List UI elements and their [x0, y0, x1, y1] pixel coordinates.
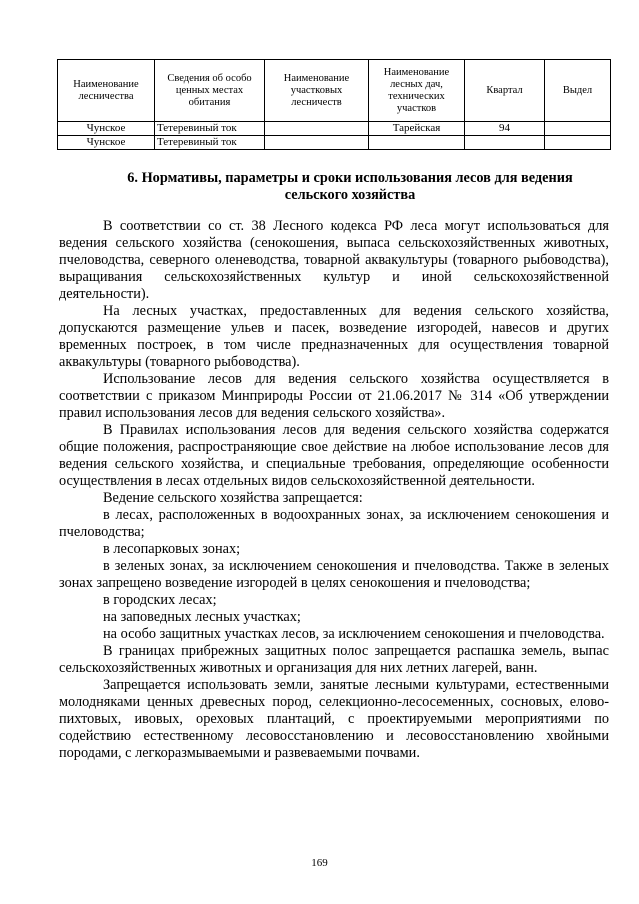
- body-text: [59, 218, 609, 762]
- list-item: в зеленых зонах, за исключением сенокошения и пчеловодства. Также в зеленых зонах запрещено возведение изгородей в целях сенокошения и пчеловодства;: [59, 558, 609, 591]
- list-item: на особо защитных участках лесов, за исключением сенокошения и пчеловодства.: [103, 626, 605, 642]
- col-header-district-forestries: Наименование участковых лесничеств: [265, 60, 369, 122]
- table-row: [58, 136, 611, 150]
- cell-allotment: [545, 136, 611, 150]
- cell-quarter: [465, 136, 545, 150]
- cell-quarter: 94: [465, 122, 545, 136]
- col-header-allotment: Выдел: [545, 60, 611, 122]
- cell-forest-dacha: [369, 136, 465, 150]
- cell-habitat-info: Тетеревиный ток: [155, 122, 265, 136]
- col-header-forestry: Наименование лесничества: [58, 60, 155, 122]
- paragraph: В Правилах использования лесов для ведения сельского хозяйства содержатся общие положения, распространяющие свое действие на любое использование лесов для ведения сельского хозяйства, и специальные требования, определяющие особенности осуществления в лесах отдельных видов сельскохозяйственной деятельности.: [59, 422, 609, 489]
- list-item: на заповедных лесных участках;: [103, 609, 301, 625]
- col-header-forest-dachas: Наименование лесных дач, технических участков: [369, 60, 465, 122]
- list-item: в городских лесах;: [103, 592, 217, 608]
- paragraph: На лесных участках, предоставленных для ведения сельского хозяйства, допускаются размещение ульев и пасек, возведение изгородей, навесов и других временных построек, в том числе предназначенных для осуществления товарной аквакультуры (товарного рыбоводства).: [59, 303, 609, 370]
- cell-allotment: [545, 122, 611, 136]
- list-item: в лесах, расположенных в водоохранных зонах, за исключением сенокошения и пчеловодства;: [59, 507, 609, 540]
- paragraph: В границах прибрежных защитных полос запрещается распашка земель, выпас сельскохозяйственных животных и организация для них летних лагерей, ванн.: [59, 643, 609, 676]
- cell-habitat-info: Тетеревиный ток: [155, 136, 265, 150]
- cell-district-forestry: [265, 136, 369, 150]
- table-row: [58, 122, 611, 136]
- list-item: в лесопарковых зонах;: [103, 541, 241, 557]
- cell-forestry: Чунское: [58, 122, 155, 136]
- col-header-habitat-info: Сведения об особо ценных местах обитания: [155, 60, 265, 122]
- cell-forestry: Чунское: [58, 136, 155, 150]
- section-title: 6. Нормативы, параметры и сроки использования лесов для ведения сельского хозяйства: [127, 170, 573, 203]
- paragraph: Использование лесов для ведения сельского хозяйства осуществляется в соответствии с приказом Минприроды России от 21.06.2017 № 314 «Об утверждении правил использования лесов для ведения сельского хозяйства».: [59, 371, 609, 421]
- col-header-quarter: Квартал: [465, 60, 545, 122]
- paragraph: В соответствии со ст. 38 Лесного кодекса РФ леса могут использоваться для ведения сельского хозяйства (сенокошения, выпаса сельскохозяйственных животных, пчеловодства, северного оленеводства, товарной аквакультуры (товарного рыбоводства), выращивания сельскохозяйственных культур и иной сельскохозяйственной деятельности).: [59, 218, 609, 302]
- paragraph: Ведение сельского хозяйства запрещается:: [103, 490, 363, 506]
- paragraph: Запрещается использовать земли, занятые лесными культурами, естественными молодняками ценных древесных пород, селекционно-лесосеменных, сосновых, елово-пихтовых, ивовых, ореховых плантаций, с проектируемыми мероприятиями по содействию естественному лесовосстановлению и лесовосстановлению хвойными породами, с легкоразмываемыми и развеваемыми почвами.: [59, 677, 609, 761]
- forest-habitat-table: [57, 59, 611, 150]
- table-header-row: [58, 60, 611, 122]
- cell-district-forestry: [265, 122, 369, 136]
- cell-forest-dacha: Тарейская: [369, 122, 465, 136]
- page-number: 169: [311, 857, 328, 869]
